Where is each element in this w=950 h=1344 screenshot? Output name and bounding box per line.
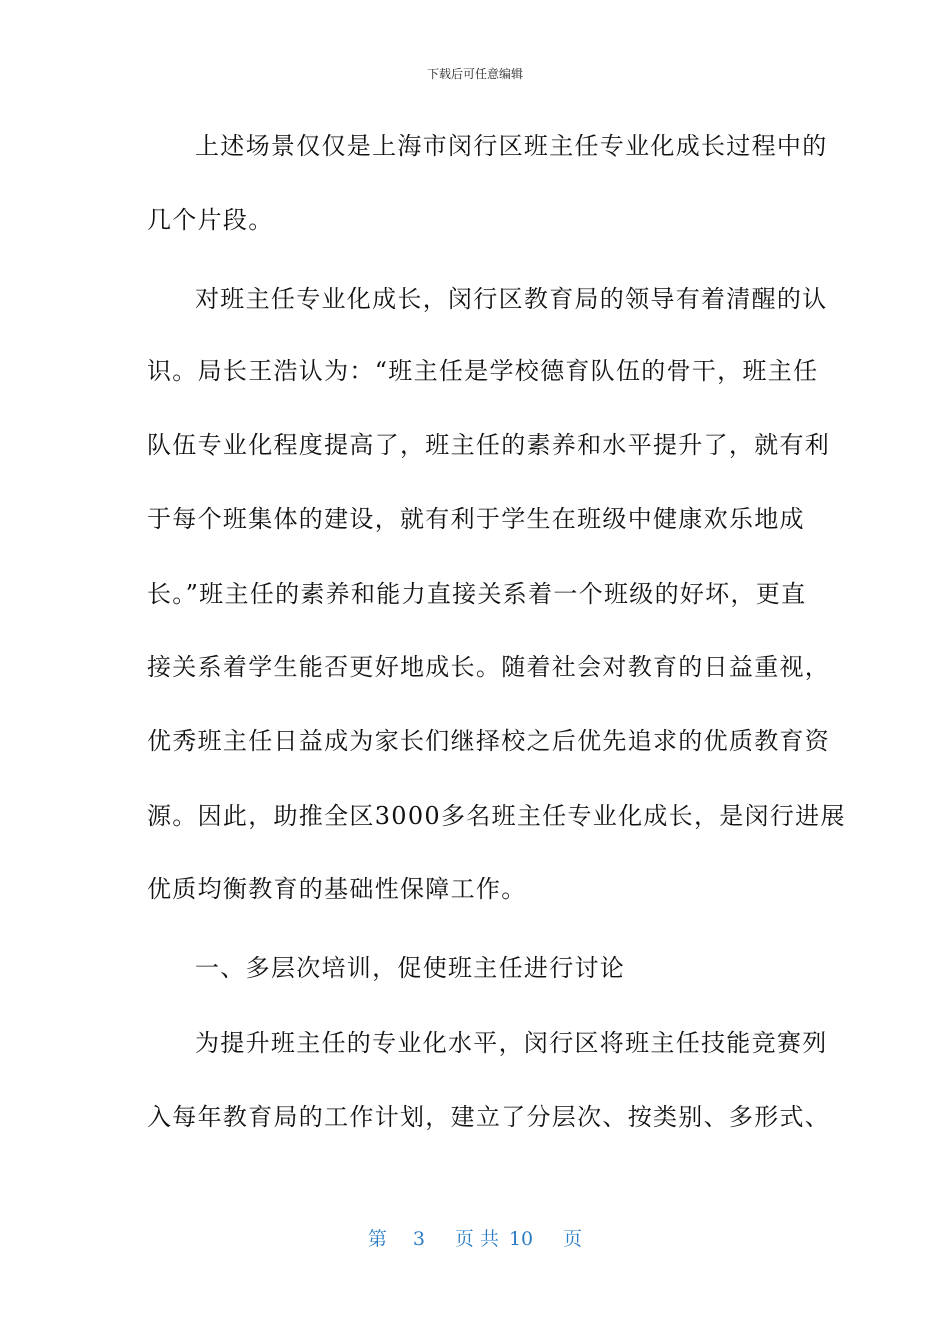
- paragraph-line: 上述场景仅仅是上海市闵行区班主任专业化成长过程中的: [195, 132, 828, 160]
- paragraph-line: 长。”班主任的素养和能力直接关系着一个班级的好坏，更直: [147, 580, 807, 608]
- paragraph-line: 优秀班主任日益成为家长们继择校之后优先追求的优质教育资: [147, 727, 831, 755]
- footer-prefix: 第: [367, 1228, 387, 1250]
- paragraph-line: 对班主任专业化成长，闵行区教育局的领导有着清醒的认: [195, 285, 828, 313]
- footer-total-pages: 10: [508, 1228, 534, 1250]
- paragraph-line: 识。局长王浩认为：“班主任是学校德育队伍的骨干，班主任: [147, 357, 819, 385]
- paragraph-line: 入每年教育局的工作计划，建立了分层次、按类别、多形式、: [147, 1103, 831, 1131]
- page-footer: [0, 1227, 950, 1251]
- paragraph-line: 为提升班主任的专业化水平，闵行区将班主任技能竞赛列: [195, 1029, 828, 1057]
- footer-page-number: 3: [412, 1228, 425, 1250]
- page-header-note: 下载后可任意编辑: [426, 67, 523, 81]
- footer-middle: 页 共: [454, 1228, 499, 1250]
- paragraph-line: 源。因此，助推全区3000多名班主任专业化成长，是闵行进展: [147, 802, 846, 830]
- footer-suffix: 页: [563, 1228, 583, 1250]
- paragraph-line: 接关系着学生能否更好地成长。随着社会对教育的日益重视，: [147, 653, 831, 681]
- paragraph-line: 于每个班集体的建设，就有利于学生在班级中健康欢乐地成: [147, 505, 805, 533]
- paragraph-line: 队伍专业化程度提高了，班主任的素养和水平提升了，就有利: [147, 431, 831, 459]
- paragraph-line: 优质均衡教育的基础性保障工作。: [147, 875, 527, 903]
- section-heading: 一、多层次培训，促使班主任进行讨论: [195, 954, 626, 982]
- paragraph-line: 几个片段。: [147, 206, 274, 234]
